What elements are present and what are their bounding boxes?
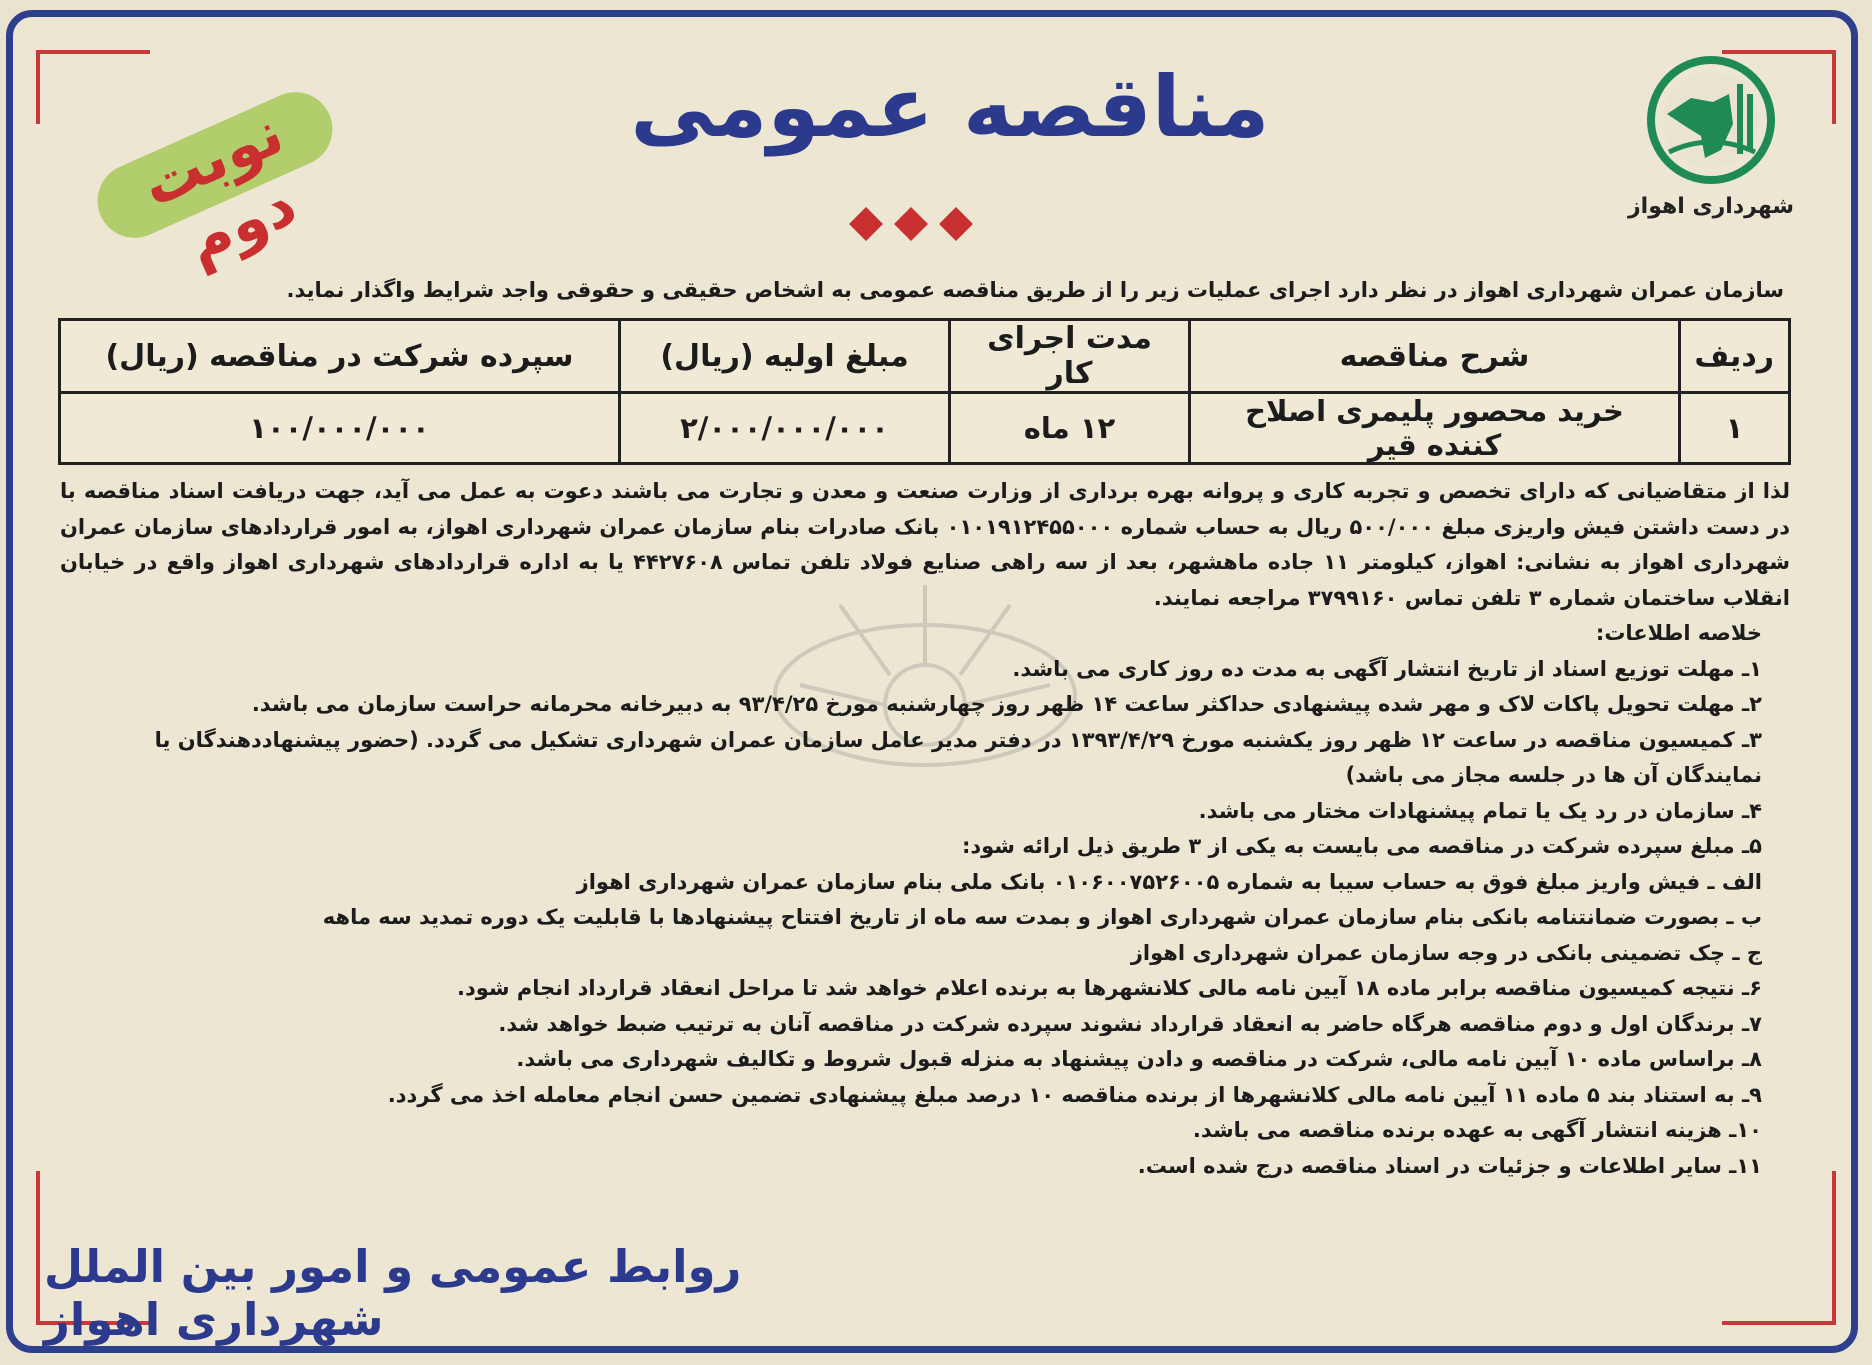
cell-description: خرید محصور پلیمری اصلاح کننده قیر bbox=[1190, 393, 1680, 464]
header-initial-amount: مبلغ اولیه (ریال) bbox=[620, 320, 950, 393]
stamp-label: نوبت دوم bbox=[131, 97, 307, 279]
summary-title: خلاصه اطلاعات: bbox=[1595, 621, 1762, 645]
summary-list bbox=[60, 616, 1790, 1184]
list-item: ۹ـ به استناد بند ۵ ماده ۱۱ آیین نامه مالی کلانشهرها از برنده مناقصه ۱۰ درصد مبلغ پیشنهادی تضمین حسن انجام معامله اخذ می گردد. bbox=[387, 1082, 1762, 1107]
list-item: ۱۱ـ سایر اطلاعات و جزئیات در اسناد مناقصه درج شده است. bbox=[1137, 1153, 1762, 1178]
list-item: الف ـ فیش واریز مبلغ فوق به حساب سیبا به شماره ۰۱۰۶۰۰۷۵۲۶۰۰۵ بانک ملی بنام سازمان عمران شهرداری اهواز bbox=[576, 869, 1762, 894]
diamond-icon bbox=[939, 207, 973, 241]
tender-table bbox=[58, 318, 1791, 465]
list-item: ۶ـ نتیجه کمیسیون مناقصه برابر ماده ۱۸ آیین نامه مالی کلانشهرها به برنده اعلام خواهد شد تا مراحل انعقاد قرارداد انجام شود. bbox=[456, 976, 1762, 1000]
list-item: ۸ـ براساس ماده ۱۰ آیین نامه مالی، شرکت در مناقصه و دادن پیشنهاد به منزله قبول شروط و تکالیف شهرداری می باشد. bbox=[516, 1047, 1762, 1071]
header-row-number: ردیف bbox=[1680, 320, 1790, 393]
list-item: ۵ـ مبلغ سپرده شرکت در مناقصه می بایست به یکی از ۳ طریق ذیل ارائه شود: bbox=[961, 834, 1762, 858]
cell-deposit: ۱۰۰/۰۰۰/۰۰۰ bbox=[60, 393, 620, 464]
list-item: ۱۰ـ هزینه انتشار آگهی به عهده برنده مناقصه می باشد. bbox=[1192, 1118, 1762, 1142]
diamond-icon bbox=[894, 207, 928, 241]
list-item: ۷ـ برندگان اول و دوم مناقصه هرگاه حاضر به انعقاد قرارداد نشوند سپرده شرکت در مناقصه آنان به ترتیب ضبط خواهد شد. bbox=[498, 1011, 1762, 1036]
diamond-icon bbox=[849, 207, 883, 241]
corner-ornament bbox=[36, 50, 150, 124]
table-row bbox=[60, 393, 1790, 464]
list-item: ۴ـ سازمان در رد یک یا تمام پیشنهادات مختار می باشد. bbox=[1198, 798, 1762, 823]
list-item: ۳ـ کمیسیون مناقصه در ساعت ۱۲ ظهر روز یکشنبه مورخ ۱۳۹۳/۴/۲۹ در دفتر مدیر عامل سازمان عمران شهرداری تشکیل می گردد. (حضور پیشنهاددهندگان یا نمایندگان آن ها در جلسه مجاز می باشد) bbox=[154, 727, 1762, 787]
page-title: مناقصه عمومی bbox=[630, 58, 1270, 156]
logo-emblem-icon bbox=[1645, 54, 1777, 186]
list-item: ج ـ چک تضمینی بانکی در وجه سازمان عمران شهرداری اهواز bbox=[1130, 940, 1762, 965]
header-description: شرح مناقصه bbox=[1190, 320, 1680, 393]
conditions-paragraph: لذا از متقاضیانی که دارای تخصص و تجربه کاری و پروانه بهره برداری از وزارت صنعت و معدن و تجارت می باشند دعوت به عمل می آید، جهت دریافت اسناد مناقصه با در دست داشتن فیش واریزی مبلغ ۵۰۰/۰۰۰ ریال به حساب شماره ۰۱۰۱۹۱۲۴۵۵۰۰۰ بانک صادرات بنام سازمان عمران شهرداری اهواز، به امور قراردادهای سازمان عمران شهرداری اهواز به نشانی: اهواز، کیلومتر ۱۱ جاده ماهشهر، بعد از سه راهی صنایع فولاد تلفن تماس ۴۴۲۷۶۰۸ یا به اداره قراردادهای شهرداری اهواز واقع در خیابان انقلاب ساختمان شماره ۳ تلفن تماس ۳۷۹۹۱۶۰ مراجعه نمایند. bbox=[60, 479, 1791, 610]
notice-body bbox=[60, 474, 1790, 1184]
list-item: ۲ـ مهلت تحویل پاکات لاک و مهر شده پیشنهادی حداکثر ساعت ۱۴ ظهر روز چهارشنبه مورخ ۹۳/۴/۲۵ به دبیرخانه محرمانه حراست سازمان می باشد. bbox=[251, 692, 1762, 716]
logo-caption: شهرداری اهواز bbox=[1628, 194, 1794, 219]
list-item: ۱ـ مهلت توزیع اسناد از تاریخ انتشار آگهی به مدت ده روز کاری می باشد. bbox=[1012, 656, 1762, 681]
corner-ornament bbox=[1722, 1171, 1836, 1325]
cell-initial-amount: ۲/۰۰۰/۰۰۰/۰۰۰ bbox=[620, 393, 950, 464]
header-deposit: سپرده شرکت در مناقصه (ریال) bbox=[60, 320, 620, 393]
header-duration: مدت اجرای کار bbox=[950, 320, 1190, 393]
list-item: ب ـ بصورت ضمانتنامه بانکی بنام سازمان عمران شهرداری اهواز و بمدت سه ماه از تاریخ افتتاح پیشنهادها با قابلیت یک دوره تمدید سه ماهه bbox=[322, 905, 1762, 929]
footer-signature: روابط عمومی و امور بین الملل شهرداری اهواز bbox=[44, 1240, 742, 1346]
municipality-logo bbox=[1616, 54, 1806, 254]
cell-row-number: ۱ bbox=[1680, 393, 1790, 464]
intro-text: سازمان عمران شهرداری اهواز در نظر دارد اجرای عملیات زیر را از طریق مناقصه عمومی به اشخاص حقیقی و حقوقی واجد شرایط واگذار نماید. bbox=[286, 278, 1784, 302]
title-ornament bbox=[846, 208, 976, 242]
table-header-row bbox=[60, 320, 1790, 393]
cell-duration: ۱۲ ماه bbox=[950, 393, 1190, 464]
